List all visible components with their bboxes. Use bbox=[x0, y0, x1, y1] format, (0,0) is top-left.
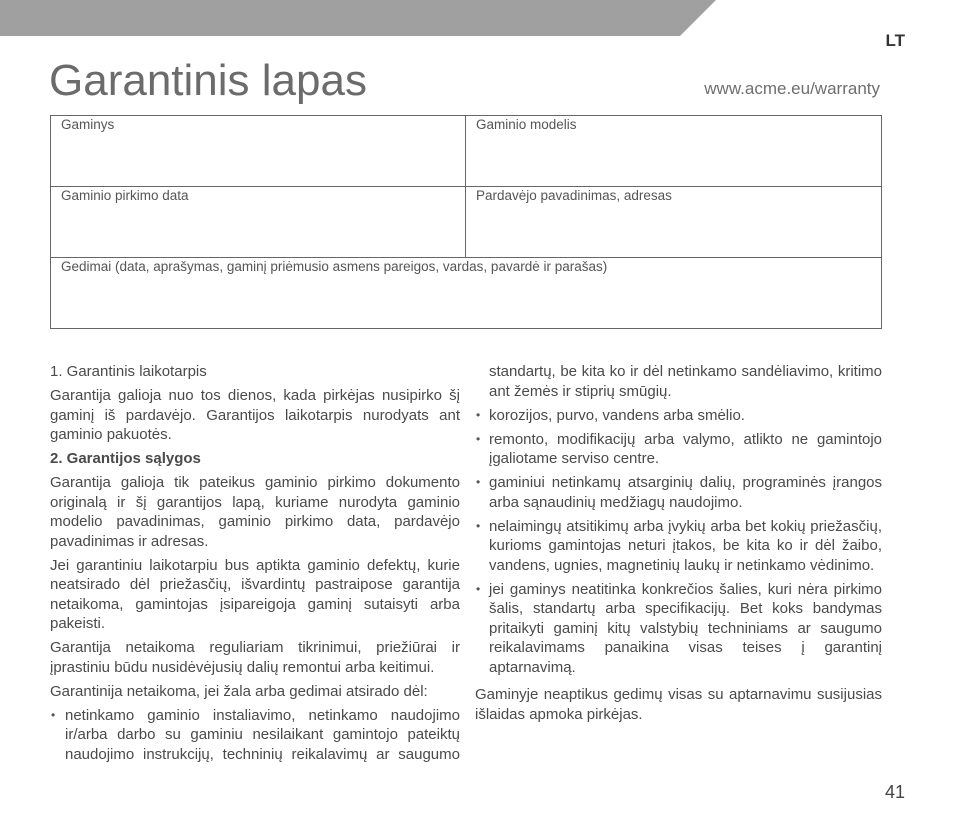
section-heading-conditions: 2. Garantijos sąlygos bbox=[50, 450, 201, 467]
exclusion-item bbox=[474, 473, 882, 512]
exclusion-item bbox=[474, 517, 882, 576]
form-cell-purchase-date bbox=[51, 187, 466, 258]
page-number: 41 bbox=[884, 782, 905, 802]
exclusion-continuation: standartų, be kita ko ir dėl netinkamo sandėliavimo, kritimo ant žemės ir stiprių smūgių. bbox=[489, 363, 882, 400]
exclusion-item bbox=[50, 706, 460, 765]
warranty-url: www.acme.eu/warranty bbox=[704, 79, 880, 98]
form-label-seller: Pardavėjo pavadinimas, adresas bbox=[476, 188, 672, 203]
language-code: LT bbox=[885, 31, 905, 50]
exclusion-item bbox=[474, 430, 882, 469]
exclusion-text: jei gaminys neatitinka konkrečios šalies, kuri nėra pirkimo šalis, standartų arba specifikacijų. Bet koks bandymas pritaikyti gaminį kitų valstybių techniniams ar saugumo reikalavimams panaikina visas teises į garantinį aptarnavimą. bbox=[489, 580, 882, 676]
exclusion-item bbox=[474, 406, 882, 426]
form-label-model: Gaminio modelis bbox=[476, 117, 577, 132]
bullet-marker bbox=[476, 406, 480, 426]
exclusion-text: korozijos, purvo, vandens arba smėlio. bbox=[489, 406, 745, 424]
form-cell-model bbox=[466, 116, 881, 187]
bullet-marker bbox=[476, 430, 480, 450]
paragraph: Garantija netaikoma reguliariam tikrinimui, priežiūrai ir įprastiniu būdu nusidėvėjusių dalių remontui arba keitimui. bbox=[50, 639, 460, 676]
form-label-product: Gaminys bbox=[61, 117, 115, 132]
left-text-column bbox=[50, 362, 460, 769]
exclusion-item bbox=[474, 580, 882, 678]
warranty-form bbox=[50, 115, 882, 329]
paragraph: Garantija galioja nuo tos dienos, kada pirkėjas nusipirko šį gaminį iš pardavėjo. Garantijos laikotarpis nurodyats ant gaminio pakuotės. bbox=[50, 387, 460, 443]
form-cell-defects bbox=[51, 258, 881, 328]
bullet-marker bbox=[476, 517, 480, 537]
paragraph: Garantija galioja tik pateikus gaminio pirkimo dokumento originalą ir šį garantijos lapą, kuriame nurodyta gaminio modelio pavadinimas, gaminio pirkimo data, pardavėjo pavadinimas ir adresas. bbox=[50, 474, 460, 550]
closing-paragraph: Gaminyje neaptikus gedimų visas su aptarnavimu susijusias išlaidas apmoka pirkėjas. bbox=[475, 686, 882, 723]
bullet-marker bbox=[476, 580, 480, 600]
bullet-marker bbox=[51, 706, 55, 726]
form-label-purchase-date: Gaminio pirkimo data bbox=[61, 188, 189, 203]
form-cell-seller bbox=[466, 187, 881, 258]
exclusion-text: nelaimingų atsitikimų arba įvykių arba bet kokių priežasčių, kurioms gamintojas neturi įtakos, be kita ko ir dėl žaibo, vandens, ugnies, magnetinių laukų ir netinkamo vėdinimo. bbox=[489, 517, 882, 574]
paragraph: Jei garantiniu laikotarpiu bus aptikta gaminio defektų, kurie neatsirado dėl priežasčių, išvardintų pastraipose garantija netaikoma, gamintojas įsipareigoja gaminį sutaisyti arba pakeisti. bbox=[50, 556, 460, 632]
exclusions-intro: Garantinija netaikoma, jei žala arba gedimai atsirado dėl: bbox=[50, 682, 428, 700]
form-label-defects: Gedimai (data, aprašymas, gaminį priėmusio asmens pareigos, vardas, pavardė ir parašas) bbox=[61, 259, 608, 274]
header-band bbox=[0, 0, 716, 36]
section-heading-period: 1. Garantinis laikotarpis bbox=[50, 363, 207, 380]
exclusion-text: netinkamo gaminio instaliavimo, netinkamo naudojimo ir/arba darbo su gaminiu nesilaikant gamintojo pateiktų naudojimo instrukcijų, techninių reikalavimų ar saugumo bbox=[65, 706, 460, 763]
bullet-marker bbox=[476, 473, 480, 493]
form-cell-product bbox=[51, 116, 466, 187]
exclusion-text: remonto, modifikacijų arba valymo, atlikto ne gamintojo įgaliotame serviso centre. bbox=[489, 430, 882, 467]
right-text-column bbox=[474, 362, 882, 729]
exclusion-text: gaminiui netinkamų atsarginių dalių, programinės įrangos arba sąnaudinių medžiagų naudojimo. bbox=[489, 474, 882, 511]
page-title: Garantinis lapas bbox=[49, 56, 367, 105]
